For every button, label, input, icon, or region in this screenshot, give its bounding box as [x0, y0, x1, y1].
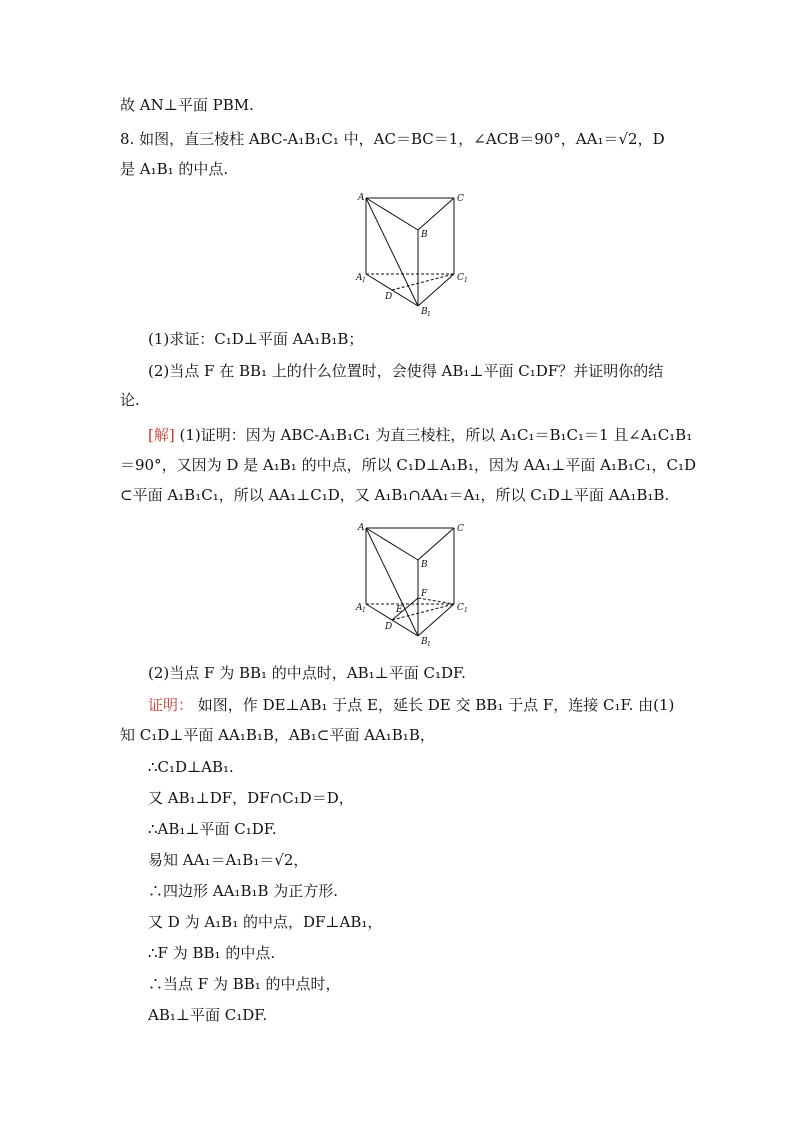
label-a1-sub: 1	[362, 277, 366, 284]
line-conclusion-prev: 故 AN⊥平面 PBM.	[120, 96, 254, 114]
question-2-line-2: 论.	[120, 391, 140, 409]
label-f: F	[421, 589, 428, 599]
label-a: A	[358, 523, 365, 533]
proof-line-1	[148, 694, 708, 716]
problem-8-line-1: 8. 如图，直三棱柱 ABC-A₁B₁C₁ 中，AC＝BC＝1，∠ACB＝90°，AA₁＝√2，D	[120, 130, 665, 148]
label-d: D	[385, 622, 393, 632]
label-c: C	[457, 524, 464, 534]
proof-line-6: 易知 AA₁＝A₁B₁＝√2，	[148, 851, 309, 869]
proof-line-2: 知 C₁D⊥平面 AA₁B₁B，AB₁⊂平面 AA₁B₁B，	[120, 726, 435, 744]
problem-8-line-2: 是 A₁B₁ 的中点.	[120, 160, 229, 178]
proof-line-10: ∴当点 F 为 BB₁ 的中点时，	[148, 975, 341, 993]
label-c1: C	[457, 273, 464, 283]
label-a1-sub: 1	[362, 607, 366, 614]
question-1: (1)求证：C₁D⊥平面 AA₁B₁B；	[148, 330, 364, 348]
label-b: B	[421, 560, 428, 570]
label-b1: B	[421, 307, 428, 317]
label-c1-sub: 1	[464, 277, 468, 284]
label-d: D	[385, 292, 393, 302]
solution-line-1	[148, 424, 708, 446]
label-a1: A	[356, 273, 363, 283]
prism-figure-1	[352, 188, 472, 318]
label-c1: C	[457, 603, 464, 613]
edge-bc	[418, 198, 454, 230]
solution-line-2: ＝90°，又因为 D 是 A₁B₁ 的中点，所以 C₁D⊥A₁B₁，因为 AA₁⊥平面 A₁B₁C₁，C₁D	[120, 456, 697, 474]
prism-figure-2	[352, 518, 472, 648]
label-b1-sub: 1	[427, 641, 431, 648]
proof-line-3: ∴C₁D⊥AB₁.	[148, 758, 234, 776]
proof-line-8: 又 D 为 A₁B₁ 的中点，DF⊥AB₁，	[148, 913, 383, 931]
solution-line-1-text: (1)证明：因为 ABC-A₁B₁C₁ 为直三棱柱，所以 A₁C₁＝B₁C₁＝1 且∠A₁C₁B₁	[179, 426, 693, 444]
label-e: E	[396, 605, 403, 615]
answer-2: (2)当点 F 为 BB₁ 的中点时，AB₁⊥平面 C₁DF.	[148, 664, 466, 682]
solution-tag: [解]	[148, 426, 175, 444]
label-a1: A	[356, 603, 363, 613]
proof-line-4: 又 AB₁⊥DF，DF∩C₁D＝D，	[148, 789, 354, 807]
proof-line-5: ∴AB₁⊥平面 C₁DF.	[148, 820, 277, 838]
edge-bc	[418, 528, 454, 560]
label-a: A	[358, 193, 365, 203]
proof-tag: 证明：	[148, 696, 194, 714]
proof-line-7: ∴四边形 AA₁B₁B 为正方形.	[148, 882, 339, 900]
label-b1: B	[421, 637, 428, 647]
proof-line-11: AB₁⊥平面 C₁DF.	[148, 1006, 268, 1024]
label-b: B	[421, 230, 428, 240]
label-c1-sub: 1	[464, 607, 468, 614]
proof-line-9: ∴F 为 BB₁ 的中点.	[148, 944, 276, 962]
question-2-line-1: (2)当点 F 在 BB₁ 上的什么位置时，会使得 AB₁⊥平面 C₁DF？并证明你的结	[148, 362, 664, 380]
solution-line-3: ⊂平面 A₁B₁C₁，所以 AA₁⊥C₁D，又 A₁B₁∩AA₁＝A₁，所以 C₁D⊥平面 AA₁B₁B.	[120, 486, 670, 504]
label-c: C	[457, 194, 464, 204]
label-b1-sub: 1	[427, 311, 431, 318]
proof-line-1-text: 如图，作 DE⊥AB₁ 于点 E，延长 DE 交 BB₁ 于点 F，连接 C₁F. 由(1)	[197, 696, 675, 714]
